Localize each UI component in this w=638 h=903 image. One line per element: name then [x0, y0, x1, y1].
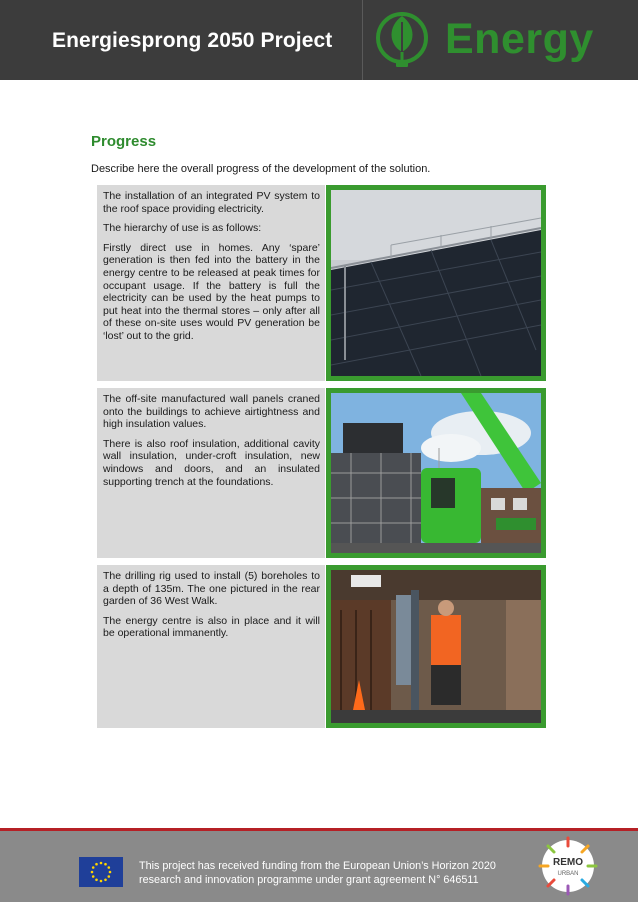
drilling-rig-photo — [326, 565, 546, 728]
remourban-logo — [536, 834, 600, 898]
row-paragraph: Firstly direct use in homes. Any ‘spare’ generation is then fed into the battery in the energy centre to be released at peak times for occupant usage. If the battery is full the electricity can be used by the heat pumps to put heat into the thermal stores – only after all of these on-site uses would PV generation be ‘lost’ out to the grid. — [103, 241, 320, 342]
row-text-box — [97, 565, 325, 728]
remo-logo-text: REMO — [553, 857, 583, 868]
funding-line-1: This project has received funding from the European Union’s Horizon 2020 — [139, 860, 496, 872]
crane-wall-panels-photo — [326, 388, 546, 558]
row-paragraph: The drilling rig used to install (5) boreholes to a depth of 135m. The one pictured in the rear garden of 36 West Walk. — [103, 570, 320, 608]
progress-row — [97, 565, 546, 728]
remo-logo-subtext: URBAN — [557, 871, 579, 877]
progress-row — [97, 185, 546, 381]
funding-line-2: research and innovation programme under grant agreement N° 646511 — [139, 874, 479, 886]
section-title: Progress — [91, 133, 157, 150]
header-title: Energiesprong 2050 Project — [52, 29, 333, 52]
row-paragraph: The off-site manufactured wall panels craned onto the buildings to achieve airtightness and high insulation values. — [103, 393, 320, 431]
row-paragraph: The installation of an integrated PV system to the roof space providing electricity. — [103, 190, 320, 215]
section-description: Describe here the overall progress of the development of the solution. — [91, 163, 431, 175]
eu-flag-icon — [79, 857, 123, 887]
progress-row — [97, 388, 546, 558]
row-text-box — [97, 185, 325, 381]
header-divider — [362, 0, 363, 80]
row-text-box — [97, 388, 325, 558]
row-paragraph: There is also roof insulation, additional cavity wall insulation, under-croft insulation, new windows and doors, and an insulated supporting trench at the foundations. — [103, 437, 320, 488]
funding-statement — [139, 859, 519, 887]
solar-panels-roof-photo — [326, 185, 546, 381]
row-paragraph: The hierarchy of use is as follows: — [103, 222, 262, 235]
header-bar — [0, 0, 638, 80]
brand-word: Energy — [445, 15, 594, 63]
row-paragraph: The energy centre is also in place and it will be operational immanently. — [103, 614, 320, 640]
leaf-plug-icon — [374, 8, 430, 72]
